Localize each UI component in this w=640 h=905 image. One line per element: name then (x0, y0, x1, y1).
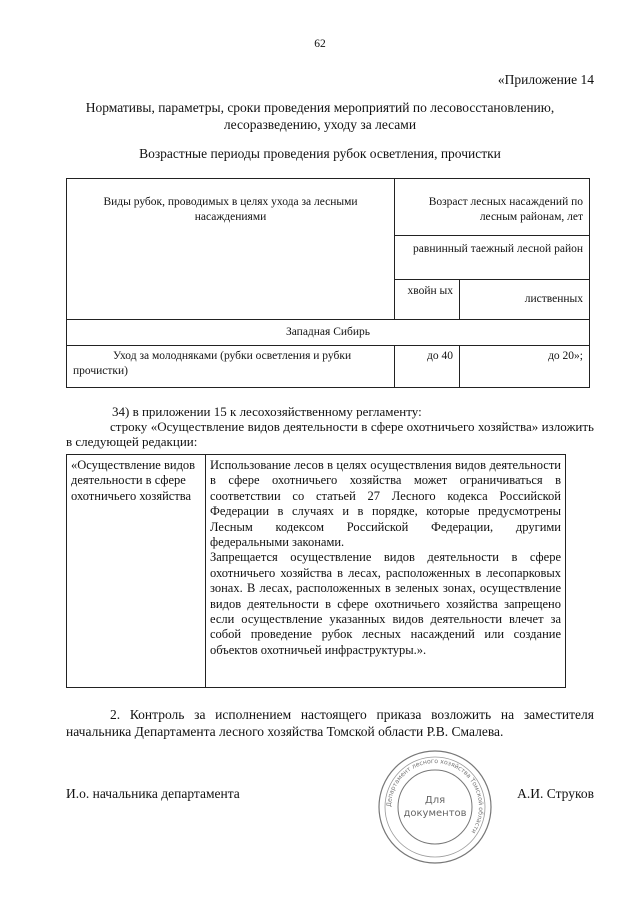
page-number: 62 (314, 38, 326, 50)
signer-name: А.И. Струков (517, 786, 594, 801)
stamp-line-1: Для (424, 795, 446, 806)
row-label-thinning: Уход за молодняками (рубки осветления и рубки прочистки) (73, 350, 352, 377)
paragraph-replace-row: строку «Осуществление видов деятельности в сфере охотничьего хозяйства» изложить в следующей редакции: (66, 419, 594, 449)
region-label: Западная Сибирь (285, 326, 371, 338)
activity-rule-paragraph-2: Запрещается осуществление видов деятельности в сфере охотничьего хозяйства в лесах, расположенных в лесопарковых зонах. В лесах, расположенных в зеленых зонах, осуществление видов деятельности в сфере охотничьего хозяйства запрещено если осуществление указанных видов деятельности влечет за собой проведение рубок лесных насаждений или создание объектов охотничьей инфраструктуры.». (210, 550, 561, 657)
table-caption: Возрастные периоды проведения рубок осветления, прочистки (139, 146, 501, 161)
activity-type-cell: «Осуществление видов деятельности в сфере охотничьего хозяйства (71, 458, 196, 503)
col-header-cut-types: Виды рубок, проводимых в целях ухода за лесными насаждениями (103, 196, 358, 223)
subheader-coniferous: хвойн ых (407, 285, 453, 297)
stamp-line-2: документов (403, 808, 467, 819)
col-header-age: Возраст лесных насаждений по лесным районам, лет (428, 196, 583, 223)
official-stamp (376, 748, 494, 866)
age-periods-table (66, 178, 590, 388)
hunting-activity-table (66, 454, 566, 688)
appendix-label: «Приложение 14 (497, 72, 594, 87)
signer-title: И.о. начальника департамента (66, 786, 240, 801)
document-title: Нормативы, параметры, сроки проведения мероприятий по лесовосстановлению, лесоразведению, уходу за лесами (85, 100, 555, 132)
paragraph-2-control: 2. Контроль за исполнением настоящего приказа возложить на заместителя начальника Департамента лесного хозяйства Томской области Р.В. Смалева. (66, 707, 594, 739)
activity-rule-paragraph-1: Использование лесов в целях осуществления видов деятельности в сфере охотничьего хозяйства может ограничиваться в соответствии со статьей 27 Лесного кодекса Российской Федерации в случаях и в порядке, которые предусмотрены Лесным кодексом Российской Федерации, другими федеральными законами. (210, 458, 561, 550)
subheader-deciduous: лиственных (524, 293, 583, 305)
stamp-ring-text: Департамент лесного хозяйства Томской области (385, 757, 485, 835)
value-deciduous: до 20»; (548, 350, 583, 362)
value-coniferous: до 40 (427, 350, 453, 362)
paragraph-34: 34) в приложении 15 к лесохозяйственному регламенту: (112, 404, 422, 419)
forest-district-label: равнинный таежный лесной район (413, 243, 583, 255)
